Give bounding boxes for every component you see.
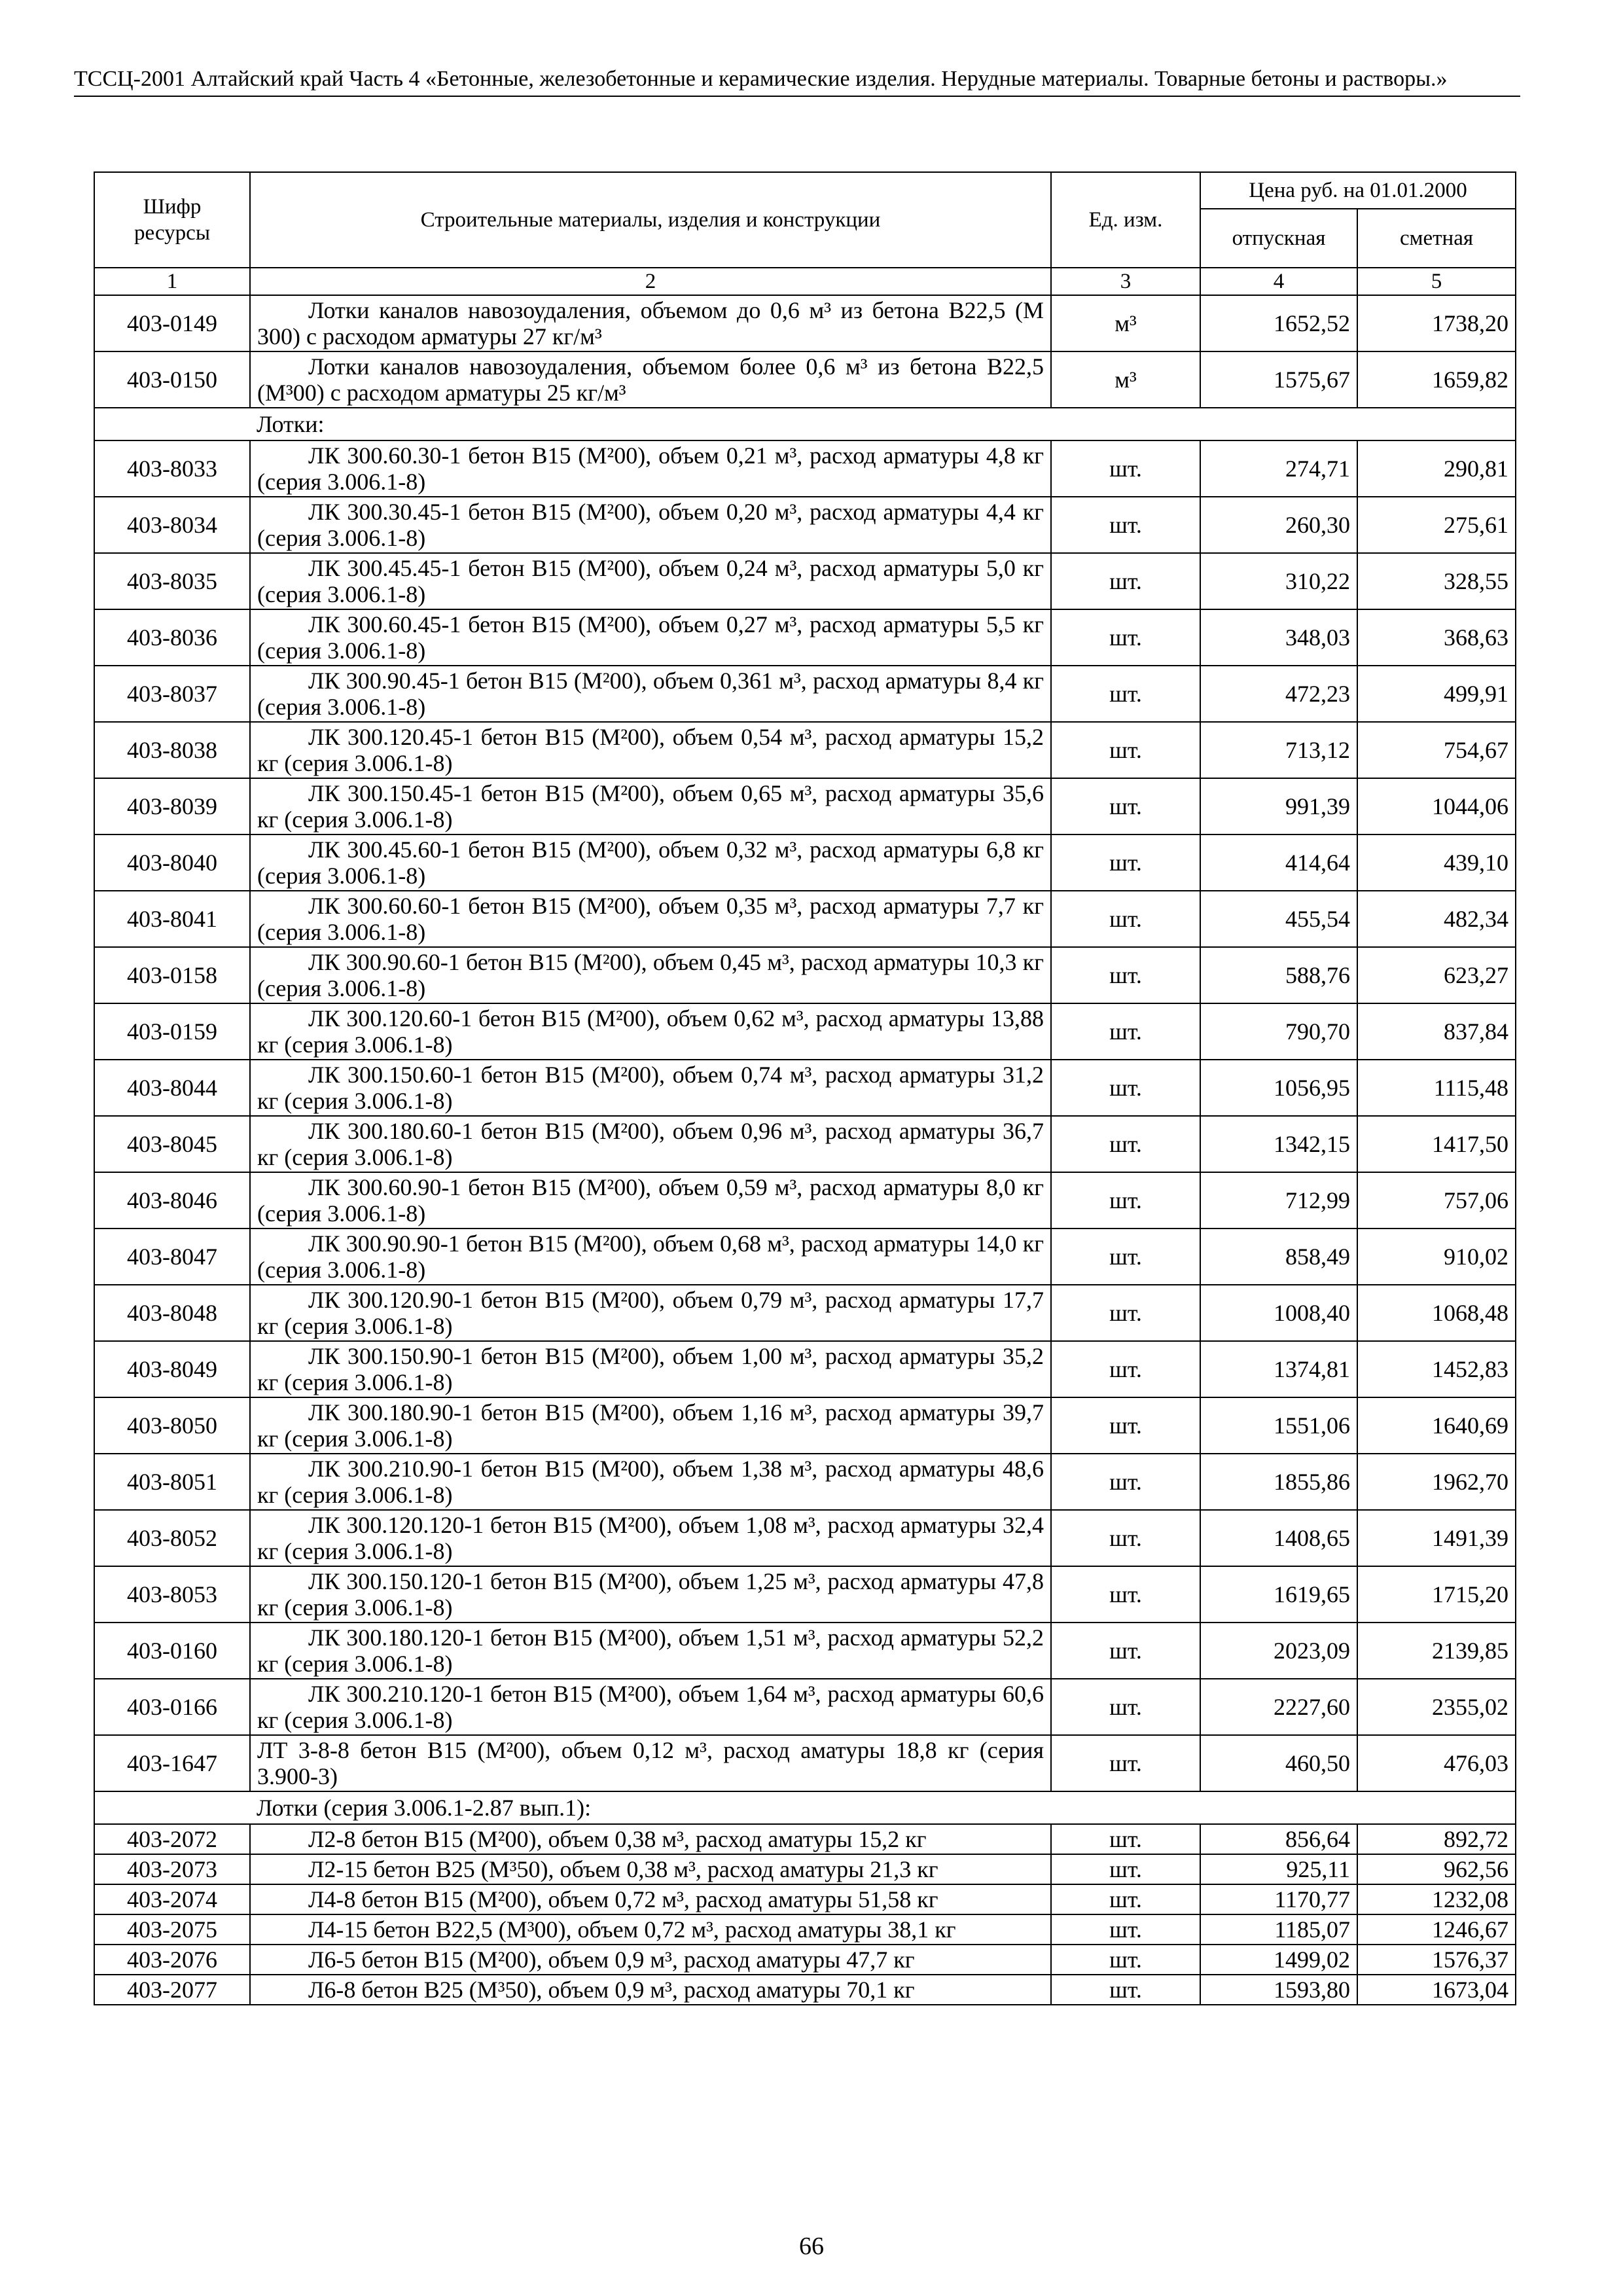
resource-code: 403-8039 bbox=[94, 778, 250, 834]
estimate-price: 1576,37 bbox=[1357, 1945, 1516, 1975]
estimate-price: 368,63 bbox=[1357, 609, 1516, 666]
release-price: 712,99 bbox=[1200, 1172, 1357, 1229]
resource-code: 403-8035 bbox=[94, 553, 250, 609]
estimate-price: 476,03 bbox=[1357, 1735, 1516, 1791]
page-number: 66 bbox=[799, 2233, 824, 2260]
table-row bbox=[94, 1510, 1516, 1566]
table-row bbox=[94, 1172, 1516, 1229]
header-release: отпускная bbox=[1200, 209, 1357, 268]
resource-code: 403-8050 bbox=[94, 1397, 250, 1454]
item-description: Л6-5 бетон В15 (М²00), объем 0,9 м³, расход аматуры 47,7 кг bbox=[250, 1945, 1051, 1975]
estimate-price: 1738,20 bbox=[1357, 295, 1516, 351]
item-description: ЛК 300.120.45-1 бетон В15 (М²00), объем 0,54 м³, расход арматуры 15,2 кг (серия 3.006.1-8) bbox=[250, 722, 1051, 778]
estimate-price: 482,34 bbox=[1357, 891, 1516, 947]
release-price: 856,64 bbox=[1200, 1824, 1357, 1854]
table-row bbox=[94, 1060, 1516, 1116]
release-price: 1499,02 bbox=[1200, 1945, 1357, 1975]
item-description: ЛК 300.180.90-1 бетон В15 (М²00), объем 1,16 м³, расход арматуры 39,7 кг (серия 3.006.1-8) bbox=[250, 1397, 1051, 1454]
release-price: 2023,09 bbox=[1200, 1623, 1357, 1679]
unit-cell: шт. bbox=[1051, 1172, 1200, 1229]
estimate-price: 2139,85 bbox=[1357, 1623, 1516, 1679]
release-price: 310,22 bbox=[1200, 553, 1357, 609]
release-price: 1170,77 bbox=[1200, 1884, 1357, 1914]
unit-cell: м³ bbox=[1051, 351, 1200, 408]
unit-cell: шт. bbox=[1051, 1623, 1200, 1679]
item-description: ЛК 300.210.90-1 бетон В15 (М²00), объем 1,38 м³, расход арматуры 48,6 кг (серия 3.006.1-8) bbox=[250, 1454, 1051, 1510]
resource-code: 403-8045 bbox=[94, 1116, 250, 1172]
resource-code: 403-0159 bbox=[94, 1003, 250, 1060]
item-description: Лотки каналов навозоудаления, объемом до 0,6 м³ из бетона В22,5 (М 300) с расходом арматуры 27 кг/м³ bbox=[250, 295, 1051, 351]
estimate-price: 1115,48 bbox=[1357, 1060, 1516, 1116]
column-number: 2 bbox=[250, 268, 1051, 295]
item-description: ЛК 300.60.30-1 бетон В15 (М²00), объем 0,21 м³, расход арматуры 4,8 кг (серия 3.006.1-8) bbox=[250, 440, 1051, 497]
unit-cell: шт. bbox=[1051, 609, 1200, 666]
table-row bbox=[94, 1679, 1516, 1735]
unit-cell: шт. bbox=[1051, 1914, 1200, 1945]
unit-cell: шт. bbox=[1051, 1975, 1200, 2005]
table-row bbox=[94, 1285, 1516, 1341]
estimate-price: 1640,69 bbox=[1357, 1397, 1516, 1454]
item-description: Л2-15 бетон В25 (М³50), объем 0,38 м³, расход аматуры 21,3 кг bbox=[250, 1854, 1051, 1884]
estimate-price: 499,91 bbox=[1357, 666, 1516, 722]
release-price: 1855,86 bbox=[1200, 1454, 1357, 1510]
resource-code: 403-8052 bbox=[94, 1510, 250, 1566]
estimate-price: 290,81 bbox=[1357, 440, 1516, 497]
release-price: 1008,40 bbox=[1200, 1285, 1357, 1341]
table-row bbox=[94, 1623, 1516, 1679]
header-name: Строительные материалы, изделия и конструкции bbox=[250, 172, 1051, 268]
unit-cell: шт. bbox=[1051, 1454, 1200, 1510]
release-price: 1652,52 bbox=[1200, 295, 1357, 351]
unit-cell: шт. bbox=[1051, 1341, 1200, 1397]
unit-cell: шт. bbox=[1051, 1229, 1200, 1285]
group-row bbox=[94, 1791, 1516, 1824]
release-price: 588,76 bbox=[1200, 947, 1357, 1003]
resource-code: 403-0158 bbox=[94, 947, 250, 1003]
table-row bbox=[94, 1884, 1516, 1914]
item-description: ЛК 300.120.120-1 бетон В15 (М²00), объем 1,08 м³, расход арматуры 32,4 кг (серия 3.006.1-8) bbox=[250, 1510, 1051, 1566]
item-description: ЛК 300.150.90-1 бетон В15 (М²00), объем 1,00 м³, расход арматуры 35,2 кг (серия 3.006.1-8) bbox=[250, 1341, 1051, 1397]
resource-code: 403-8037 bbox=[94, 666, 250, 722]
estimate-price: 439,10 bbox=[1357, 834, 1516, 891]
release-price: 1551,06 bbox=[1200, 1397, 1357, 1454]
unit-cell: шт. bbox=[1051, 1824, 1200, 1854]
item-description: ЛК 300.30.45-1 бетон В15 (М²00), объем 0,20 м³, расход арматуры 4,4 кг (серия 3.006.1-8) bbox=[250, 497, 1051, 553]
resource-code: 403-2074 bbox=[94, 1884, 250, 1914]
table-row bbox=[94, 1854, 1516, 1884]
release-price: 274,71 bbox=[1200, 440, 1357, 497]
resource-code: 403-8041 bbox=[94, 891, 250, 947]
resource-code: 403-8036 bbox=[94, 609, 250, 666]
item-description: ЛТ 3-8-8 бетон В15 (М²00), объем 0,12 м³, расход аматуры 18,8 кг (серия 3.900-3) bbox=[250, 1735, 1051, 1791]
group-row bbox=[94, 408, 1516, 440]
unit-cell: шт. bbox=[1051, 440, 1200, 497]
resource-code: 403-8033 bbox=[94, 440, 250, 497]
table-row bbox=[94, 351, 1516, 408]
item-description: Л6-8 бетон В25 (М³50), объем 0,9 м³, расход аматуры 70,1 кг bbox=[250, 1975, 1051, 2005]
resource-code: 403-8049 bbox=[94, 1341, 250, 1397]
resource-code: 403-0160 bbox=[94, 1623, 250, 1679]
header-estimate: сметная bbox=[1357, 209, 1516, 268]
release-price: 472,23 bbox=[1200, 666, 1357, 722]
resource-code: 403-0149 bbox=[94, 295, 250, 351]
release-price: 1575,67 bbox=[1200, 351, 1357, 408]
estimate-price: 1659,82 bbox=[1357, 351, 1516, 408]
estimate-price: 1673,04 bbox=[1357, 1975, 1516, 2005]
release-price: 348,03 bbox=[1200, 609, 1357, 666]
release-price: 1374,81 bbox=[1200, 1341, 1357, 1397]
table-row bbox=[94, 440, 1516, 497]
item-description: ЛК 300.210.120-1 бетон В15 (М²00), объем 1,64 м³, расход арматуры 60,6 кг (серия 3.006.1-8) bbox=[250, 1679, 1051, 1735]
item-description: ЛК 300.180.120-1 бетон В15 (М²00), объем 1,51 м³, расход арматуры 52,2 кг (серия 3.006.1-8) bbox=[250, 1623, 1051, 1679]
release-price: 414,64 bbox=[1200, 834, 1357, 891]
release-price: 260,30 bbox=[1200, 497, 1357, 553]
item-description: ЛК 300.60.45-1 бетон В15 (М²00), объем 0,27 м³, расход арматуры 5,5 кг (серия 3.006.1-8) bbox=[250, 609, 1051, 666]
column-number: 3 bbox=[1051, 268, 1200, 295]
group-code-cell bbox=[94, 1791, 250, 1824]
resource-code: 403-2073 bbox=[94, 1854, 250, 1884]
item-description: ЛК 300.60.60-1 бетон В15 (М²00), объем 0,35 м³, расход арматуры 7,7 кг (серия 3.006.1-8) bbox=[250, 891, 1051, 947]
unit-cell: шт. bbox=[1051, 1735, 1200, 1791]
unit-cell: шт. bbox=[1051, 1679, 1200, 1735]
resource-code: 403-8034 bbox=[94, 497, 250, 553]
unit-cell: шт. bbox=[1051, 1003, 1200, 1060]
item-description: ЛК 300.90.90-1 бетон В15 (М²00), объем 0,68 м³, расход арматуры 14,0 кг (серия 3.006.1-8) bbox=[250, 1229, 1051, 1285]
item-description: Л4-15 бетон В22,5 (М³00), объем 0,72 м³, расход аматуры 38,1 кг bbox=[250, 1914, 1051, 1945]
item-description: ЛК 300.150.45-1 бетон В15 (М²00), объем 0,65 м³, расход арматуры 35,6 кг (серия 3.006.1-8) bbox=[250, 778, 1051, 834]
group-title: Лотки: bbox=[250, 408, 1516, 440]
resource-code: 403-2072 bbox=[94, 1824, 250, 1854]
column-number: 1 bbox=[94, 268, 250, 295]
unit-cell: шт. bbox=[1051, 666, 1200, 722]
estimate-price: 1417,50 bbox=[1357, 1116, 1516, 1172]
item-description: ЛК 300.60.90-1 бетон В15 (М²00), объем 0,59 м³, расход арматуры 8,0 кг (серия 3.006.1-8) bbox=[250, 1172, 1051, 1229]
resource-code: 403-8048 bbox=[94, 1285, 250, 1341]
table-row bbox=[94, 947, 1516, 1003]
unit-cell: шт. bbox=[1051, 834, 1200, 891]
estimate-price: 962,56 bbox=[1357, 1854, 1516, 1884]
release-price: 925,11 bbox=[1200, 1854, 1357, 1884]
header-code: Шифр ресурсы bbox=[94, 172, 250, 268]
unit-cell: шт. bbox=[1051, 1397, 1200, 1454]
item-description: ЛК 300.45.60-1 бетон В15 (М²00), объем 0,32 м³, расход арматуры 6,8 кг (серия 3.006.1-8) bbox=[250, 834, 1051, 891]
table-row bbox=[94, 1397, 1516, 1454]
resource-code: 403-2077 bbox=[94, 1975, 250, 2005]
resource-code: 403-8040 bbox=[94, 834, 250, 891]
estimate-price: 1044,06 bbox=[1357, 778, 1516, 834]
unit-cell: шт. bbox=[1051, 1854, 1200, 1884]
release-price: 1342,15 bbox=[1200, 1116, 1357, 1172]
resource-code: 403-8051 bbox=[94, 1454, 250, 1510]
release-price: 1056,95 bbox=[1200, 1060, 1357, 1116]
estimate-price: 1491,39 bbox=[1357, 1510, 1516, 1566]
resource-code: 403-2076 bbox=[94, 1945, 250, 1975]
item-description: ЛК 300.180.60-1 бетон В15 (М²00), объем 0,96 м³, расход арматуры 36,7 кг (серия 3.006.1-8) bbox=[250, 1116, 1051, 1172]
estimate-price: 1246,67 bbox=[1357, 1914, 1516, 1945]
table-row bbox=[94, 722, 1516, 778]
unit-cell: шт. bbox=[1051, 497, 1200, 553]
table-row bbox=[94, 295, 1516, 351]
estimate-price: 1452,83 bbox=[1357, 1341, 1516, 1397]
unit-cell: шт. bbox=[1051, 1884, 1200, 1914]
table-row bbox=[94, 497, 1516, 553]
table-row bbox=[94, 778, 1516, 834]
item-description: ЛК 300.150.60-1 бетон В15 (М²00), объем 0,74 м³, расход арматуры 31,2 кг (серия 3.006.1-8) bbox=[250, 1060, 1051, 1116]
resource-code: 403-1647 bbox=[94, 1735, 250, 1791]
table-row bbox=[94, 1975, 1516, 2005]
group-title: Лотки (серия 3.006.1-2.87 вып.1): bbox=[250, 1791, 1516, 1824]
table-row bbox=[94, 1566, 1516, 1623]
resource-code: 403-0166 bbox=[94, 1679, 250, 1735]
column-number: 4 bbox=[1200, 268, 1357, 295]
estimate-price: 1715,20 bbox=[1357, 1566, 1516, 1623]
unit-cell: шт. bbox=[1051, 722, 1200, 778]
resource-code: 403-8046 bbox=[94, 1172, 250, 1229]
unit-cell: шт. bbox=[1051, 1116, 1200, 1172]
estimate-price: 892,72 bbox=[1357, 1824, 1516, 1854]
unit-cell: шт. bbox=[1051, 1285, 1200, 1341]
table-row bbox=[94, 553, 1516, 609]
table-row bbox=[94, 1914, 1516, 1945]
header-unit: Ед. изм. bbox=[1051, 172, 1200, 268]
item-description: ЛК 300.90.45-1 бетон В15 (М²00), объем 0,361 м³, расход арматуры 8,4 кг (серия 3.006.1-8) bbox=[250, 666, 1051, 722]
item-description: ЛК 300.120.60-1 бетон В15 (М²00), объем 0,62 м³, расход арматуры 13,88 кг (серия 3.006.1-8) bbox=[250, 1003, 1051, 1060]
table-row bbox=[94, 1003, 1516, 1060]
resource-code: 403-2075 bbox=[94, 1914, 250, 1945]
page-header: ТССЦ-2001 Алтайский край Часть 4 «Бетонные, железобетонные и керамические изделия. Нерудные материалы. Товарные бетоны и растворы.» bbox=[74, 65, 1520, 97]
release-price: 713,12 bbox=[1200, 722, 1357, 778]
column-number-row bbox=[94, 268, 1516, 295]
item-description: Л4-8 бетон В15 (М²00), объем 0,72 м³, расход аматуры 51,58 кг bbox=[250, 1884, 1051, 1914]
release-price: 790,70 bbox=[1200, 1003, 1357, 1060]
estimate-price: 275,61 bbox=[1357, 497, 1516, 553]
estimate-price: 623,27 bbox=[1357, 947, 1516, 1003]
header-price: Цена руб. на 01.01.2000 bbox=[1200, 172, 1516, 209]
table-row bbox=[94, 609, 1516, 666]
table-row bbox=[94, 1454, 1516, 1510]
unit-cell: шт. bbox=[1051, 553, 1200, 609]
resource-code: 403-8047 bbox=[94, 1229, 250, 1285]
release-price: 1593,80 bbox=[1200, 1975, 1357, 2005]
table-row bbox=[94, 1341, 1516, 1397]
estimate-price: 1962,70 bbox=[1357, 1454, 1516, 1510]
item-description: ЛК 300.120.90-1 бетон В15 (М²00), объем 0,79 м³, расход арматуры 17,7 кг (серия 3.006.1-8) bbox=[250, 1285, 1051, 1341]
estimate-price: 328,55 bbox=[1357, 553, 1516, 609]
table-row bbox=[94, 666, 1516, 722]
unit-cell: шт. bbox=[1051, 1945, 1200, 1975]
estimate-price: 910,02 bbox=[1357, 1229, 1516, 1285]
estimate-price: 837,84 bbox=[1357, 1003, 1516, 1060]
item-description: ЛК 300.150.120-1 бетон В15 (М²00), объем 1,25 м³, расход арматуры 47,8 кг (серия 3.006.1-8) bbox=[250, 1566, 1051, 1623]
release-price: 1408,65 bbox=[1200, 1510, 1357, 1566]
release-price: 455,54 bbox=[1200, 891, 1357, 947]
table-row bbox=[94, 834, 1516, 891]
table-row bbox=[94, 1735, 1516, 1791]
release-price: 858,49 bbox=[1200, 1229, 1357, 1285]
release-price: 2227,60 bbox=[1200, 1679, 1357, 1735]
resource-code: 403-8053 bbox=[94, 1566, 250, 1623]
resource-code: 403-0150 bbox=[94, 351, 250, 408]
table-row bbox=[94, 1116, 1516, 1172]
release-price: 1619,65 bbox=[1200, 1566, 1357, 1623]
item-description: ЛК 300.90.60-1 бетон В15 (М²00), объем 0,45 м³, расход арматуры 10,3 кг (серия 3.006.1-8) bbox=[250, 947, 1051, 1003]
estimate-price: 2355,02 bbox=[1357, 1679, 1516, 1735]
table-row bbox=[94, 1945, 1516, 1975]
resource-code: 403-8044 bbox=[94, 1060, 250, 1116]
unit-cell: шт. bbox=[1051, 947, 1200, 1003]
release-price: 991,39 bbox=[1200, 778, 1357, 834]
unit-cell: шт. bbox=[1051, 1060, 1200, 1116]
estimate-price: 754,67 bbox=[1357, 722, 1516, 778]
table-row bbox=[94, 891, 1516, 947]
unit-cell: шт. bbox=[1051, 778, 1200, 834]
item-description: ЛК 300.45.45-1 бетон В15 (М²00), объем 0,24 м³, расход арматуры 5,0 кг (серия 3.006.1-8) bbox=[250, 553, 1051, 609]
table-row bbox=[94, 1824, 1516, 1854]
item-description: Л2-8 бетон В15 (М²00), объем 0,38 м³, расход аматуры 15,2 кг bbox=[250, 1824, 1051, 1854]
unit-cell: шт. bbox=[1051, 1566, 1200, 1623]
group-code-cell bbox=[94, 408, 250, 440]
release-price: 460,50 bbox=[1200, 1735, 1357, 1791]
column-number: 5 bbox=[1357, 268, 1516, 295]
price-table bbox=[94, 171, 1516, 2005]
resource-code: 403-8038 bbox=[94, 722, 250, 778]
table-row bbox=[94, 1229, 1516, 1285]
item-description: Лотки каналов навозоудаления, объемом более 0,6 м³ из бетона В22,5 (М³00) с расходом арматуры 25 кг/м³ bbox=[250, 351, 1051, 408]
estimate-price: 1068,48 bbox=[1357, 1285, 1516, 1341]
estimate-price: 1232,08 bbox=[1357, 1884, 1516, 1914]
release-price: 1185,07 bbox=[1200, 1914, 1357, 1945]
unit-cell: шт. bbox=[1051, 1510, 1200, 1566]
estimate-price: 757,06 bbox=[1357, 1172, 1516, 1229]
unit-cell: шт. bbox=[1051, 891, 1200, 947]
unit-cell: м³ bbox=[1051, 295, 1200, 351]
